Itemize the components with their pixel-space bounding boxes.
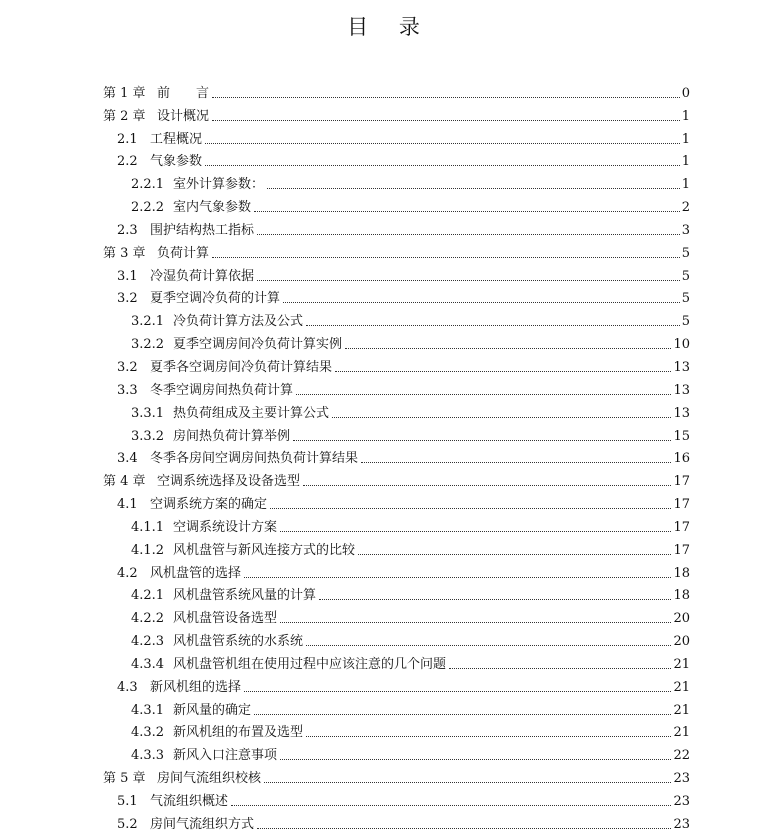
dot-leader — [257, 234, 680, 235]
dot-leader — [319, 599, 671, 600]
toc-entry-title: 风机盘管的选择 — [150, 565, 242, 581]
toc-entry-title: 热负荷组成及主要计算公式 — [173, 405, 330, 421]
toc-entry[interactable] — [103, 788, 690, 811]
toc-entry-page: 23 — [673, 771, 690, 787]
toc-entry-number: 第 5 章 — [103, 771, 146, 787]
toc-entry-page: 5 — [681, 268, 690, 284]
dot-leader — [345, 348, 671, 349]
dot-leader — [212, 257, 680, 258]
toc-entry-title: 气象参数 — [150, 154, 203, 170]
toc-entry-title: 房间气流组织校核 — [157, 771, 262, 787]
toc-entry-title: 风机盘管系统的水系统 — [173, 634, 304, 650]
toc-entry-title: 新风机组的选择 — [150, 679, 242, 695]
dot-leader — [231, 805, 671, 806]
toc-entry[interactable] — [103, 537, 690, 560]
toc-entry[interactable] — [103, 377, 690, 400]
toc-entry[interactable] — [103, 605, 690, 628]
toc-entry-page: 5 — [681, 245, 690, 261]
toc-entry-page: 10 — [673, 337, 690, 353]
toc-entry-page: 20 — [673, 611, 690, 627]
toc-entry-page: 16 — [673, 451, 690, 467]
dot-leader — [358, 554, 671, 555]
toc-entry[interactable] — [103, 583, 690, 606]
dot-leader — [280, 531, 671, 532]
toc-entry-title: 夏季空调房间冷负荷计算实例 — [173, 337, 343, 353]
toc-entry-number: 2.3 — [117, 222, 138, 238]
toc-entry-page: 23 — [673, 816, 690, 832]
dot-leader — [306, 325, 680, 326]
toc-entry-number: 4.2 — [117, 565, 138, 581]
dot-leader — [283, 302, 680, 303]
toc-entry-title: 空调系统设计方案 — [173, 519, 278, 535]
toc-entry-number: 第 4 章 — [103, 474, 146, 490]
toc-entry-page: 1 — [681, 154, 690, 170]
toc-entry-title: 房间气流组织方式 — [150, 816, 255, 832]
toc-entry-number: 2.2 — [117, 154, 138, 170]
toc-entry[interactable] — [103, 308, 690, 331]
dot-leader — [244, 577, 671, 578]
toc-entry-number: 4.3.3 — [131, 748, 165, 764]
toc-entry-number: 第 1 章 — [103, 85, 146, 101]
toc-entry-number: 4.2.1 — [131, 588, 165, 604]
toc-entry-title: 室外计算参数： — [173, 177, 265, 193]
dot-leader — [212, 97, 680, 98]
toc-entry[interactable] — [103, 286, 690, 309]
toc-entry-number: 3.3.2 — [131, 428, 165, 444]
toc-entry-title: 空调系统方案的确定 — [150, 497, 268, 513]
toc-entry[interactable] — [103, 491, 690, 514]
toc-entry-page: 22 — [673, 748, 690, 764]
toc-entry-page: 17 — [673, 542, 690, 558]
toc-entry[interactable] — [103, 628, 690, 651]
dot-leader — [332, 417, 671, 418]
toc-entry[interactable] — [103, 811, 690, 834]
toc-entry-page: 13 — [673, 382, 690, 398]
toc-entry[interactable] — [103, 446, 690, 469]
toc-entry-title: 新风量的确定 — [173, 702, 252, 718]
toc-entry-page: 21 — [673, 679, 690, 695]
toc-entry[interactable] — [103, 514, 690, 537]
toc-entry-title: 围护结构热工指标 — [150, 222, 255, 238]
toc-entry-title: 风机盘管机组在使用过程中应该注意的几个问题 — [173, 656, 447, 672]
dot-leader — [296, 394, 671, 395]
toc-entry[interactable] — [103, 331, 690, 354]
table-of-contents — [103, 80, 690, 834]
toc-entry-title: 房间热负荷计算举例 — [173, 428, 291, 444]
toc-entry[interactable] — [103, 103, 690, 126]
toc-entry[interactable] — [103, 80, 690, 103]
toc-entry-number: 4.1.2 — [131, 542, 165, 558]
toc-entry-title: 新风机组的布置及选型 — [173, 725, 304, 741]
toc-entry-number: 3.1 — [117, 268, 138, 284]
toc-entry-page: 1 — [681, 131, 690, 147]
dot-leader — [293, 440, 671, 441]
toc-entry-title: 夏季各空调房间冷负荷计算结果 — [150, 359, 333, 375]
dot-leader — [306, 645, 671, 646]
toc-entry-page: 21 — [673, 656, 690, 672]
toc-entry[interactable] — [103, 765, 690, 788]
dot-leader — [254, 211, 680, 212]
toc-entry-page: 21 — [673, 702, 690, 718]
toc-entry-page: 18 — [673, 565, 690, 581]
toc-entry-number: 4.3.4 — [131, 656, 165, 672]
toc-entry-page: 1 — [681, 177, 690, 193]
toc-entry-page: 15 — [673, 428, 690, 444]
toc-entry-number: 5.2 — [117, 816, 138, 832]
toc-entry-title: 负荷计算 — [157, 245, 210, 261]
toc-entry-number: 第 3 章 — [103, 245, 146, 261]
toc-entry-page: 3 — [681, 222, 690, 238]
toc-entry-number: 4.1 — [117, 497, 138, 513]
toc-entry[interactable] — [103, 263, 690, 286]
dot-leader — [205, 143, 680, 144]
dot-leader — [280, 759, 671, 760]
dot-leader — [361, 462, 671, 463]
toc-entry[interactable] — [103, 240, 690, 263]
toc-entry[interactable] — [103, 720, 690, 743]
toc-entry-number: 4.3.2 — [131, 725, 165, 741]
toc-entry[interactable] — [103, 697, 690, 720]
dot-leader — [267, 188, 680, 189]
dot-leader — [270, 508, 671, 509]
toc-entry-number: 4.3 — [117, 679, 138, 695]
toc-entry-page: 17 — [673, 497, 690, 513]
toc-entry-page: 5 — [681, 291, 690, 307]
dot-leader — [306, 736, 671, 737]
toc-entry-title: 空调系统选择及设备选型 — [157, 474, 301, 490]
toc-entry-page: 21 — [673, 725, 690, 741]
toc-entry-title: 气流组织概述 — [150, 794, 229, 809]
toc-entry-number: 2.2.1 — [131, 177, 165, 193]
toc-entry-page: 0 — [681, 85, 690, 101]
toc-entry-title: 新风入口注意事项 — [173, 748, 278, 764]
toc-entry[interactable] — [103, 149, 690, 172]
toc-entry-page: 17 — [673, 474, 690, 490]
toc-entry-number: 3.2 — [117, 359, 138, 375]
toc-entry-title: 冷负荷计算方法及公式 — [173, 314, 304, 330]
toc-entry-page: 13 — [673, 405, 690, 421]
toc-entry[interactable] — [103, 217, 690, 240]
toc-entry-number: 3.4 — [117, 451, 138, 467]
toc-entry-title: 设计概况 — [157, 108, 210, 124]
toc-entry-number: 3.3 — [117, 382, 138, 398]
dot-leader — [212, 120, 680, 121]
toc-entry-title: 冬季各房间空调房间热负荷计算结果 — [150, 451, 359, 467]
dot-leader — [280, 622, 671, 623]
toc-entry[interactable] — [103, 400, 690, 423]
toc-entry[interactable] — [103, 126, 690, 149]
toc-entry-number: 3.2 — [117, 291, 138, 307]
toc-entry-number: 5.1 — [117, 794, 138, 809]
toc-entry-number: 3.2.1 — [131, 314, 165, 330]
toc-entry[interactable] — [103, 560, 690, 583]
toc-entry-number: 2.1 — [117, 131, 138, 147]
toc-entry-number: 4.2.3 — [131, 634, 165, 650]
toc-entry-title: 冬季空调房间热负荷计算 — [150, 382, 294, 398]
dot-leader — [254, 714, 671, 715]
page-title: 目 录 — [347, 15, 432, 39]
toc-entry[interactable] — [103, 651, 690, 674]
dot-leader — [335, 371, 671, 372]
toc-entry[interactable] — [103, 468, 690, 491]
dot-leader — [205, 165, 680, 166]
dot-leader — [264, 782, 671, 783]
toc-entry-page: 20 — [673, 634, 690, 650]
toc-entry[interactable] — [103, 354, 690, 377]
dot-leader — [449, 668, 671, 669]
toc-entry-page: 2 — [681, 200, 690, 216]
toc-entry-title: 风机盘管系统风量的计算 — [173, 588, 317, 604]
toc-entry[interactable] — [103, 674, 690, 697]
toc-entry-page: 18 — [673, 588, 690, 604]
toc-entry-title: 工程概况 — [150, 131, 203, 147]
toc-entry-title: 风机盘管设备选型 — [173, 611, 278, 627]
toc-entry[interactable] — [103, 423, 690, 446]
dot-leader — [303, 485, 671, 486]
toc-entry-number: 4.3.1 — [131, 702, 165, 718]
toc-entry-title: 室内气象参数 — [173, 200, 252, 216]
toc-entry-page: 17 — [673, 519, 690, 535]
toc-entry-number: 4.2.2 — [131, 611, 165, 627]
toc-entry[interactable] — [103, 742, 690, 765]
dot-leader — [244, 691, 671, 692]
toc-entry-title: 夏季空调冷负荷的计算 — [150, 291, 281, 307]
toc-entry-title: 风机盘管与新风连接方式的比较 — [173, 542, 356, 558]
dot-leader — [257, 280, 680, 281]
toc-entry-page: 5 — [681, 314, 690, 330]
toc-entry[interactable] — [103, 171, 690, 194]
toc-entry-number: 3.2.2 — [131, 337, 165, 353]
toc-entry-page: 13 — [673, 359, 690, 375]
toc-entry-number: 第 2 章 — [103, 108, 146, 124]
toc-entry-number: 3.3.1 — [131, 405, 165, 421]
toc-entry-title: 前 言 — [157, 85, 210, 101]
toc-entry[interactable] — [103, 194, 690, 217]
toc-entry-title: 冷湿负荷计算依据 — [150, 268, 255, 284]
toc-entry-number: 4.1.1 — [131, 519, 165, 535]
toc-entry-page: 1 — [681, 108, 690, 124]
toc-entry-number: 2.2.2 — [131, 200, 165, 216]
toc-entry-page: 23 — [673, 794, 690, 809]
